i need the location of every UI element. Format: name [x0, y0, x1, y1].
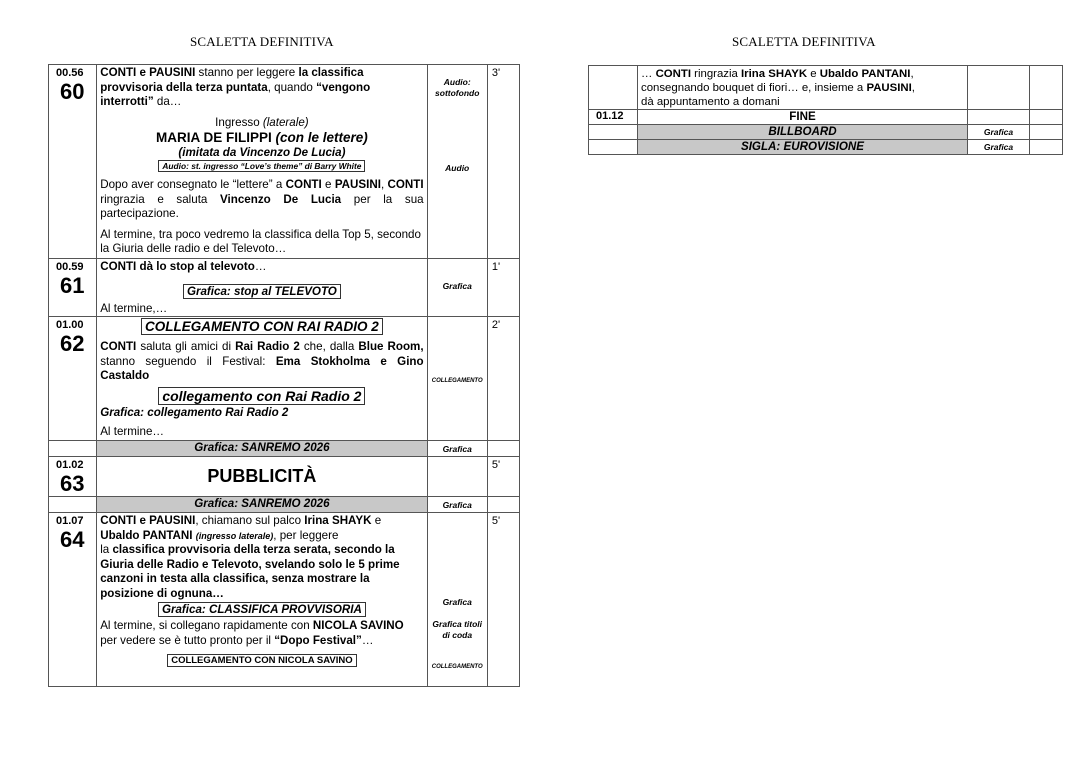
- audio-note: Grafica: [427, 441, 487, 457]
- rundown-row-61: [49, 259, 520, 317]
- commercial-break-title: PUBBLICITÀ: [207, 466, 317, 486]
- sigla-row: [589, 140, 1063, 155]
- audio-note: COLLEGAMENTO: [431, 378, 483, 384]
- rundown-row-62: [49, 317, 520, 441]
- entry-text: la classifica provvisoria della terza serata, secondo la Giuria delle Radio e Televoto, svelando solo le 5 prime canzoni in testa alla classifica, senza mostrare la posizione di ognuna…: [100, 543, 400, 600]
- grafica-cue-box: Grafica: stop al TELEVOTO: [183, 284, 341, 299]
- entry-time: 01.07: [56, 515, 84, 527]
- audio-note: Grafica: [442, 281, 472, 291]
- link-cue-box: COLLEGAMENTO CON RAI RADIO 2: [141, 318, 383, 335]
- entry-number: 64: [60, 527, 85, 552]
- rundown-row-fine: [589, 110, 1063, 125]
- entry-time: 01.00: [56, 319, 84, 331]
- imitation-note: (imitata da Vincenzo De Lucia): [178, 146, 346, 159]
- entry-duration: 3': [491, 67, 501, 79]
- audio-note: Audio: sottofondo: [435, 77, 480, 98]
- entry-text: Al termine, tra poco vedremo la classifica della Top 5, secondo la Giuria delle radio e del Televoto…: [100, 227, 421, 255]
- guest-name: MARIA DE FILIPPI (con le lettere): [156, 130, 368, 145]
- rundown-table-left: [48, 64, 520, 687]
- billboard-row: [589, 125, 1063, 140]
- end-label: FINE: [638, 110, 968, 125]
- entry-number: 62: [60, 331, 85, 356]
- page-title-right: SCALETTA DEFINITIVA: [732, 34, 876, 49]
- entry-duration: 5': [491, 515, 501, 527]
- entry-duration: 5': [491, 459, 501, 471]
- grafica-note: Grafica: collegamento Rai Radio 2: [100, 405, 289, 419]
- entry-time: 01.02: [56, 459, 84, 471]
- entry-duration: 2': [491, 319, 501, 331]
- grafica-bar: Grafica: SANREMO 2026: [97, 441, 427, 457]
- rundown-row-continued: [589, 66, 1063, 110]
- rundown-row-63: [49, 457, 520, 497]
- audio-note: Grafica: [427, 497, 487, 513]
- entry-text: dà appuntamento a domani: [641, 96, 780, 108]
- entry-text: CONTI dà lo stop al televoto…: [100, 260, 267, 273]
- entry-text: Al termine,…: [100, 301, 168, 315]
- audio-note: Grafica: [968, 125, 1030, 140]
- grafica-bar-row: [49, 441, 520, 457]
- entry-number: 61: [60, 273, 85, 298]
- entry-text: CONTI e PAUSINI, chiamano sul palco Irina SHAYK e Ubaldo PANTANI (ingresso laterale), per leggere: [100, 514, 382, 542]
- entry-time: 00.59: [56, 261, 84, 273]
- entry-number: 60: [60, 79, 85, 104]
- grafica-bar: Grafica: SANREMO 2026: [97, 497, 427, 513]
- rundown-row-64: [49, 513, 520, 687]
- entry-duration: 1': [491, 261, 501, 273]
- audio-cue-box: Audio: st. ingresso “Love’s theme” di Barry White: [158, 160, 365, 172]
- grafica-bar-row: [49, 497, 520, 513]
- audio-note: Grafica: [968, 140, 1030, 155]
- entry-number: 63: [60, 471, 85, 496]
- entry-text: CONTI e PAUSINI stanno per leggere la classifica provvisoria della terza puntata, quando “vengono interrotti” da…: [100, 66, 371, 108]
- grafica-bar: SIGLA: EUROVISIONE: [638, 140, 968, 155]
- entry-time: 01.12: [596, 110, 624, 122]
- entry-text: Al termine…: [100, 425, 164, 438]
- entry-text: Al termine, si collegano rapidamente con NICOLA SAVINO per vedere se è tutto pronto per il “Dopo Festival”…: [100, 619, 404, 647]
- link-cue-box: collegamento con Rai Radio 2: [158, 387, 365, 405]
- audio-note: Audio: [445, 163, 470, 173]
- audio-note: Grafica titoli di coda: [432, 619, 483, 640]
- entry-text: Dopo aver consegnato le “lettere” a CONTI e PAUSINI, CONTI ringrazia e saluta Vincenzo De Lucia per la sua partecipazione.: [100, 178, 424, 220]
- entry-text: CONTI saluta gli amici di Rai Radio 2 che, dalla Blue Room, stanno seguendo il Festival: Ema Stokholma e Gino Castaldo: [100, 340, 424, 382]
- grafica-cue-box: Grafica: CLASSIFICA PROVVISORIA: [158, 602, 366, 617]
- entry-text: consegnando bouquet di fiori… e, insieme a PAUSINI,: [641, 82, 915, 94]
- grafica-bar: BILLBOARD: [638, 125, 968, 140]
- rundown-row-60: [49, 65, 520, 259]
- rundown-table-right: [588, 65, 1063, 155]
- ingresso-line: Ingresso (laterale): [215, 115, 309, 129]
- audio-note: Grafica: [442, 597, 472, 607]
- audio-note: COLLEGAMENTO: [431, 664, 483, 670]
- link-cue-box: COLLEGAMENTO CON NICOLA SAVINO: [167, 654, 356, 667]
- entry-text: … CONTI ringrazia Irina SHAYK e Ubaldo PANTANI,: [641, 68, 914, 80]
- page-title-left: SCALETTA DEFINITIVA: [190, 34, 334, 49]
- entry-time: 00.56: [56, 67, 84, 79]
